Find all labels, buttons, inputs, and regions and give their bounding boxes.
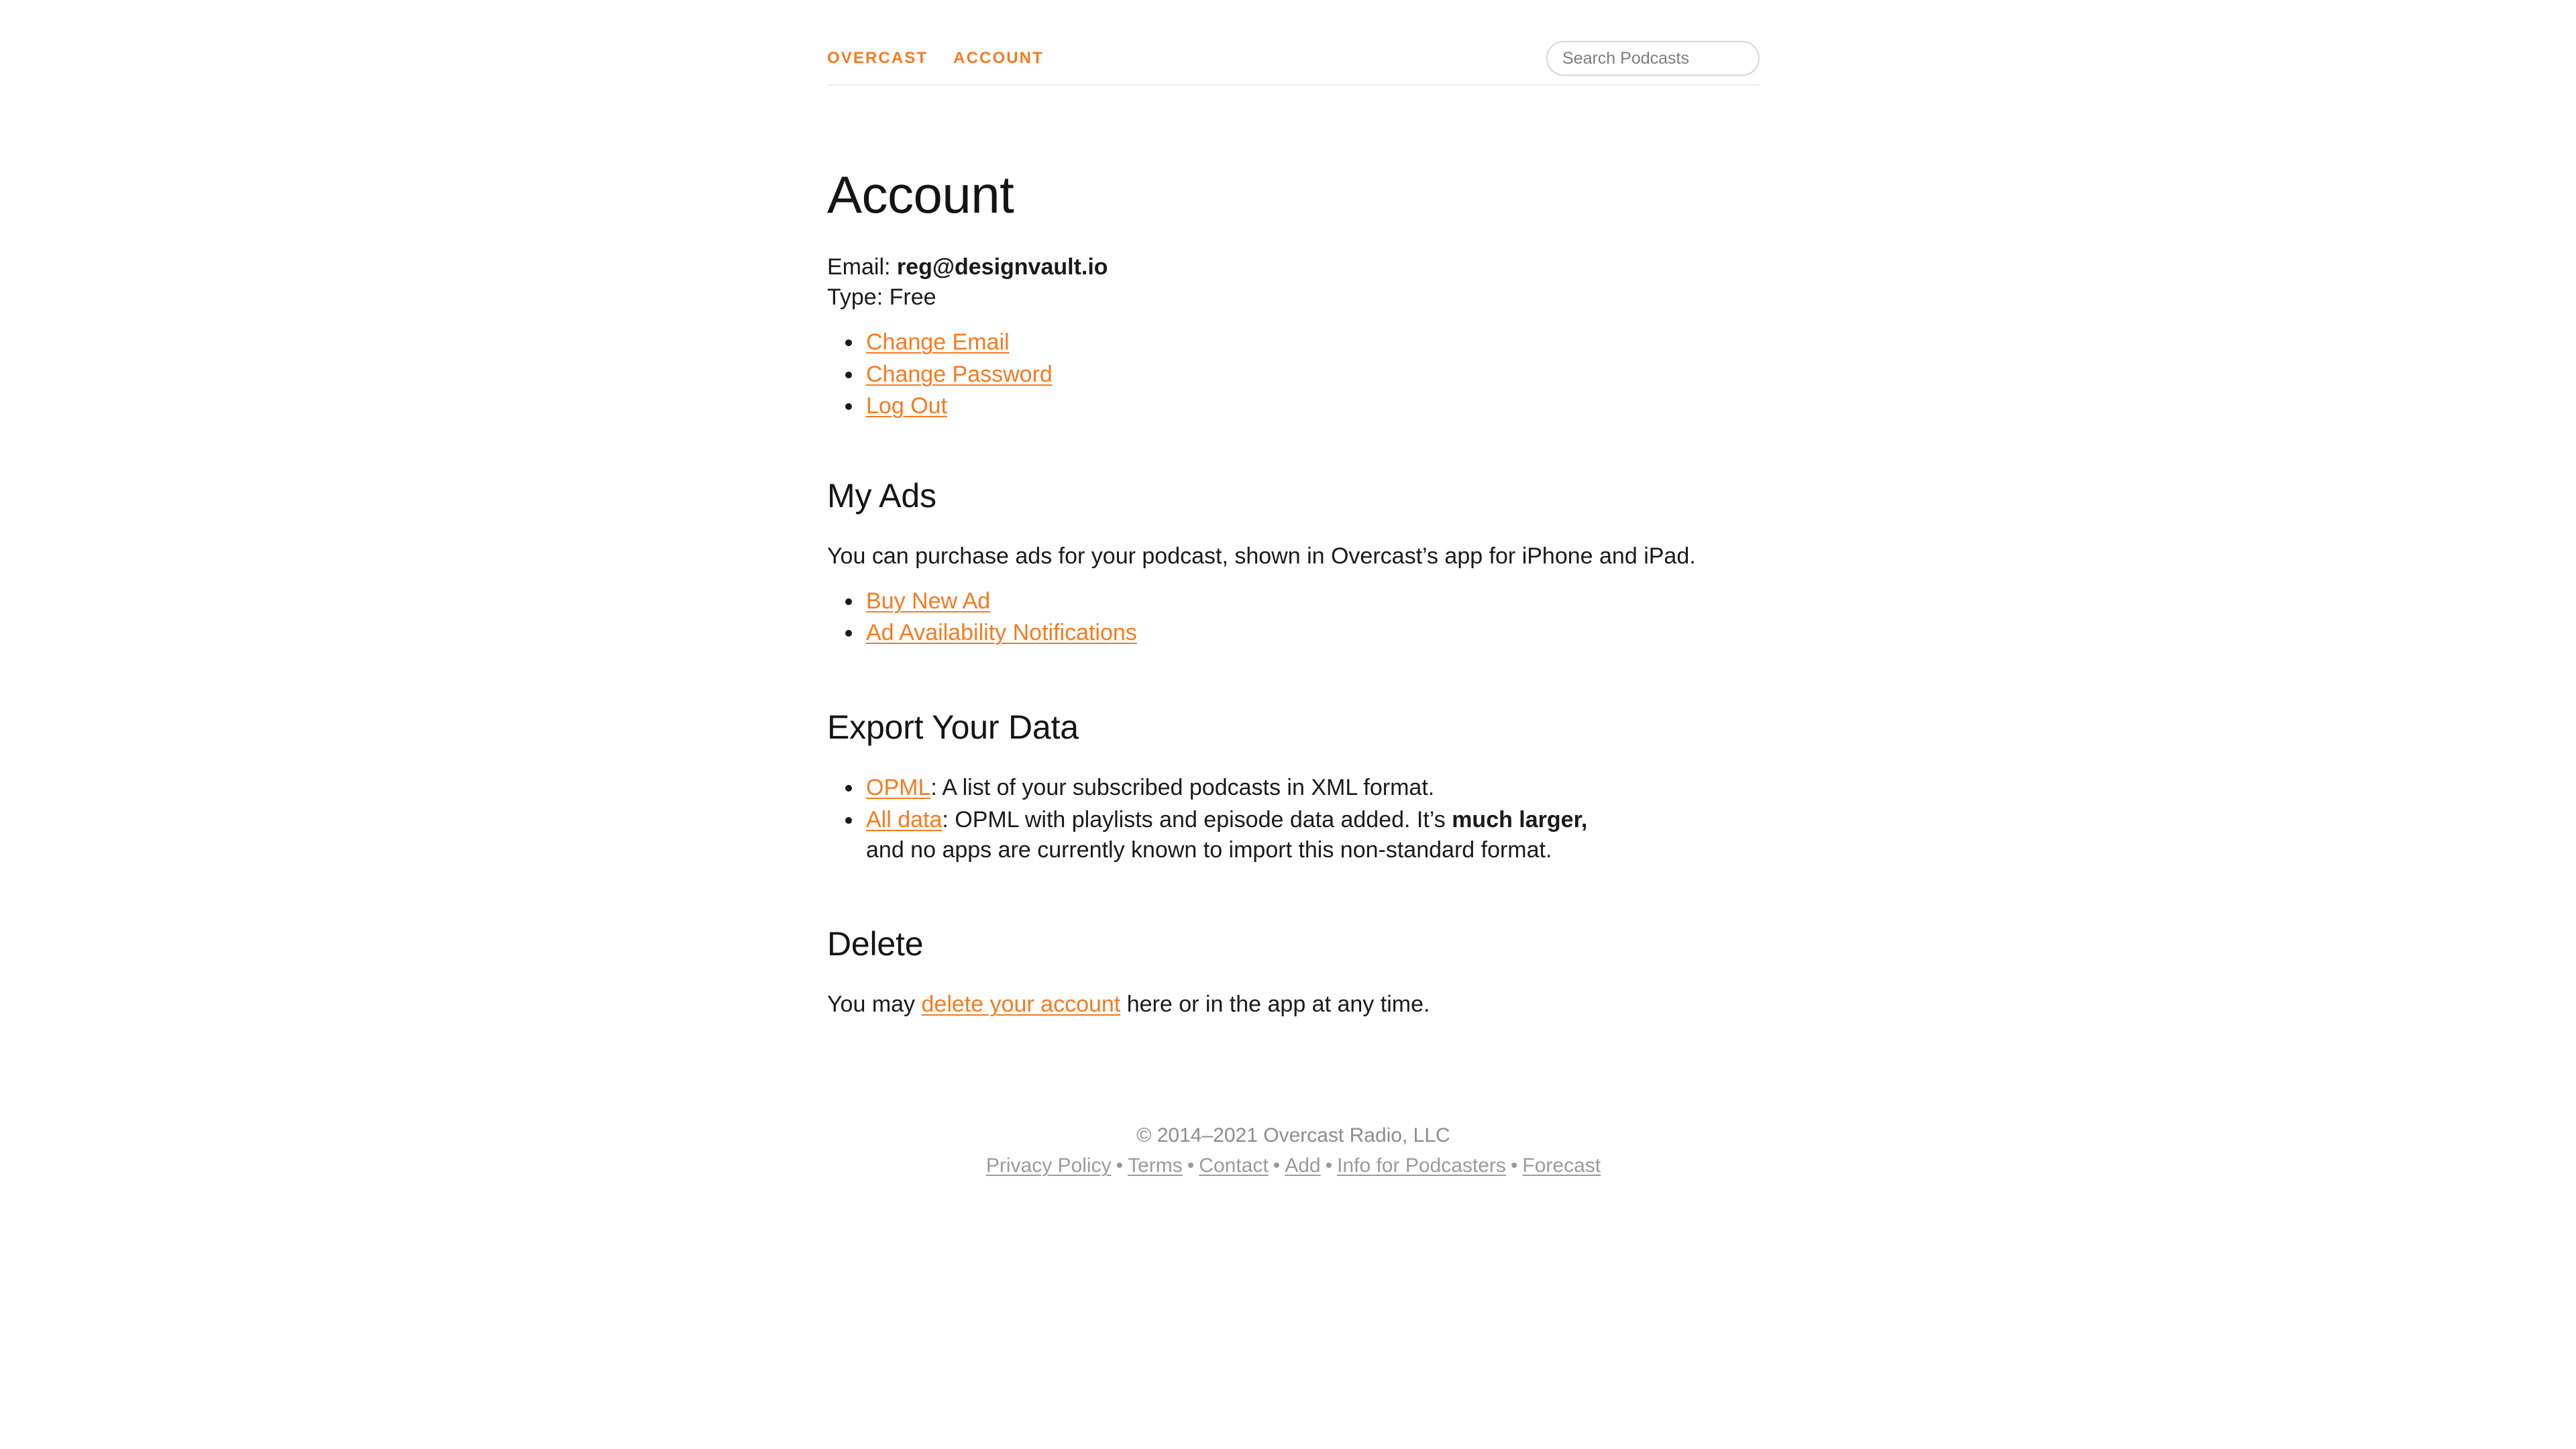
delete-text-before: You may [827, 991, 922, 1018]
my-ads-links-list [827, 586, 1760, 648]
page-container [827, 0, 1760, 1179]
link-change-email[interactable]: Change Email [866, 329, 1010, 356]
link-change-password[interactable]: Change Password [866, 361, 1053, 387]
account-type-line [827, 282, 1760, 313]
list-item [863, 805, 1615, 865]
section-title-my-ads: My Ads [827, 476, 936, 515]
list-item [863, 391, 1760, 421]
section-delete [827, 926, 1760, 1020]
nav-link-account[interactable]: ACCOUNT [953, 49, 1044, 67]
link-delete-your-account[interactable]: delete your account [921, 991, 1121, 1018]
list-item [863, 618, 1760, 648]
footer-separator: • [1325, 1155, 1333, 1177]
export-alldata-emphasis: much larger, [1452, 806, 1588, 833]
link-all-data[interactable]: All data [866, 806, 943, 833]
section-export-your-data [827, 709, 1760, 866]
my-ads-description: You can purchase ads for your podcast, shown in Overcast’s app for iPhone and iPad. [827, 543, 1696, 569]
link-buy-new-ad[interactable]: Buy New Ad [866, 588, 991, 614]
section-title-export: Export Your Data [827, 708, 1079, 746]
footer-link-add[interactable]: Add [1285, 1155, 1321, 1177]
export-alldata-description-before: : OPML with playlists and episode data added. It’s [942, 806, 1452, 833]
footer-separator: • [1116, 1155, 1124, 1177]
list-item [863, 773, 1615, 803]
export-opml-description: : A list of your subscribed podcasts in XML format. [930, 774, 1435, 800]
link-ad-availability-notifications[interactable]: Ad Availability Notifications [866, 620, 1137, 646]
export-options-list [827, 773, 1615, 866]
account-email-label: Email: [827, 254, 897, 280]
footer-link-contact[interactable]: Contact [1199, 1155, 1269, 1177]
main-content [827, 86, 1760, 1020]
account-type-value: Free [889, 284, 936, 311]
list-item [863, 360, 1760, 390]
link-log-out[interactable]: Log Out [866, 392, 947, 419]
footer-separator: • [1510, 1155, 1518, 1177]
list-item [863, 586, 1760, 616]
delete-text-after: here or in the app at any time. [1120, 991, 1430, 1018]
footer-copyright: © 2014–2021 Overcast Radio, LLC [1136, 1124, 1450, 1146]
section-title-delete: Delete [827, 925, 924, 963]
footer-separator: • [1273, 1155, 1281, 1177]
site-header [827, 38, 1760, 79]
footer-links [827, 1152, 1760, 1179]
page-title: Account [827, 165, 1014, 224]
search-container [1546, 41, 1760, 76]
footer-link-privacy-policy[interactable]: Privacy Policy [985, 1155, 1112, 1177]
account-type-label: Type: [827, 284, 890, 311]
list-item [863, 327, 1760, 358]
account-actions-list [827, 327, 1760, 421]
footer-link-forecast[interactable]: Forecast [1522, 1155, 1601, 1177]
nav-link-overcast[interactable]: OVERCAST [827, 49, 928, 67]
search-input[interactable] [1546, 41, 1760, 76]
export-alldata-description-after: and no apps are currently known to import this non-standard format. [866, 837, 1552, 863]
delete-description [827, 989, 1760, 1020]
section-my-ads [827, 478, 1760, 649]
footer-link-info-for-podcasters[interactable]: Info for Podcasters [1337, 1155, 1506, 1177]
primary-navigation [827, 49, 1044, 68]
site-footer [827, 1122, 1760, 1180]
account-email-line [827, 252, 1760, 282]
footer-link-terms[interactable]: Terms [1128, 1155, 1183, 1177]
link-opml[interactable]: OPML [866, 774, 931, 800]
account-info [827, 252, 1760, 313]
footer-separator: • [1187, 1155, 1195, 1177]
account-email-value: reg@designvault.io [896, 254, 1108, 280]
